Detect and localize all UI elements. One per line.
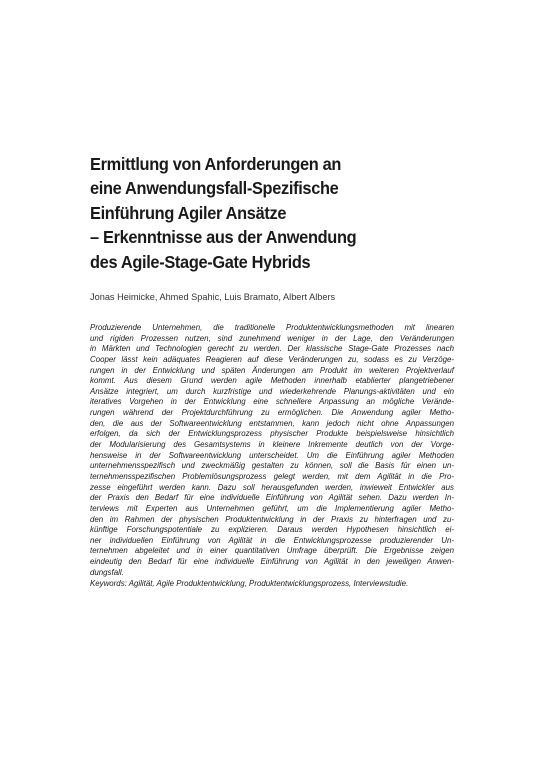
abstract-line: Ansätze integriert, um durch kurzfristige und wiederkehrende Planungs-aktivitäten und ein — [90, 386, 454, 396]
abstract-line: den im Rahmen der physischen Produktentwicklung in der Praxis zu hinterfragen und zu- — [90, 514, 454, 524]
abstract-line: erfolgen, da sich der Entwicklungsprozess physischer Produkte beispielsweise hinsichtlich — [90, 429, 454, 439]
paper-title — [90, 152, 443, 274]
keywords: Keywords: Agilität, Agile Produktentwicklung, Produktentwicklungsprozess, Interviewstudie. — [90, 579, 409, 588]
abstract-line: terviews mit Experten aus Unternehmen geführt, um die Implementierung agiler Metho- — [90, 503, 454, 513]
abstract-line: rungen während der Projektdurchführung zu ermöglichen. Die Anwendung agiler Metho- — [90, 408, 454, 418]
abstract-line: hensweise in der Softwareentwicklung unterscheidet. Um die Einführung agiler Methoden — [90, 450, 454, 460]
abstract-line: kommt. Aus diesem Grund werden agile Methoden innerhalb etablierter plangetriebener — [90, 376, 454, 386]
abstract-line: eindeutig den Bedarf für eine individuelle Einführung von Agilität in den jeweiligen Anwen- — [90, 557, 454, 567]
abstract-line: Produzierende Unternehmen, die traditionelle Produktentwicklungsmethoden mit linearen — [90, 323, 454, 332]
abstract-line: in Märkten und Technologien gerecht zu werden. Der klassische Stage-Gate Prozesses nach — [90, 344, 454, 354]
abstract-line: der Praxis den Bedarf für eine individuelle Einführung von Agilität sehen. Dazu werden In- — [90, 493, 454, 503]
title-line: des Agile-Stage-Gate Hybrids — [90, 251, 311, 272]
author-list: Jonas Heimicke, Ahmed Spahic, Luis Bramato, Albert Albers — [90, 292, 336, 302]
abstract-line: rungen in der Entwicklung und späten Änderungen am Produkt im weiteren Projektverlauf — [90, 365, 454, 375]
abstract-line: ner individuellen Einführung von Agilität in die Entwicklungsprozesse produzierender Un- — [90, 535, 454, 545]
abstract-line: und rigiden Prozessen nutzen, sind zunehmend weniger in der Lage, den Veränderungen — [90, 333, 454, 343]
abstract — [90, 323, 454, 578]
abstract-line: ternehmen abgeleitet und in einer quantitativen Umfrage überprüft. Die Ergebnisse zeigen — [90, 546, 454, 556]
abstract-line: unternehmensspezifisch und zweckmäßig gestalten zu können, soll die Basis für einen un- — [90, 461, 454, 471]
abstract-line: den, die aus der Softwareentwicklung entstammen, kann jedoch nicht ohne Anpassungen — [90, 418, 454, 428]
abstract-line: ternehmensspezifischen Problemlösungsprozess gelegt werden, mit dem Agilität in die Pro- — [90, 471, 454, 481]
abstract-line: iteratives Vorgehen in der Entwicklung eine schnellere Anpassung an mögliche Verände- — [90, 397, 454, 407]
abstract-line: künftige Forschungspotentiale zu explizieren. Daraus werden Hypothesen hinsichtlich ei- — [90, 525, 454, 535]
abstract-line: dungsfall. — [90, 567, 124, 577]
title-line: – Erkenntnisse aus der Anwendung — [90, 227, 357, 248]
abstract-line: zesse eingeführt werden kann. Dazu soll herausgefunden werden, inwieweit Entwickler aus — [90, 482, 454, 492]
title-line: eine Anwendungsfall-Spezifische — [90, 178, 339, 199]
abstract-line: der Modularisierung des Gesamtsystems in kleinere Inkremente deutlich von der Vorge- — [90, 440, 454, 450]
abstract-line: Cooper lässt kein adäquates Reagieren auf diese Veränderungen zu, sodass es zu Verzöge- — [90, 354, 454, 364]
title-line: Einführung Agiler Ansätze — [90, 202, 287, 223]
title-line: Ermittlung von Anforderungen an — [90, 154, 342, 174]
